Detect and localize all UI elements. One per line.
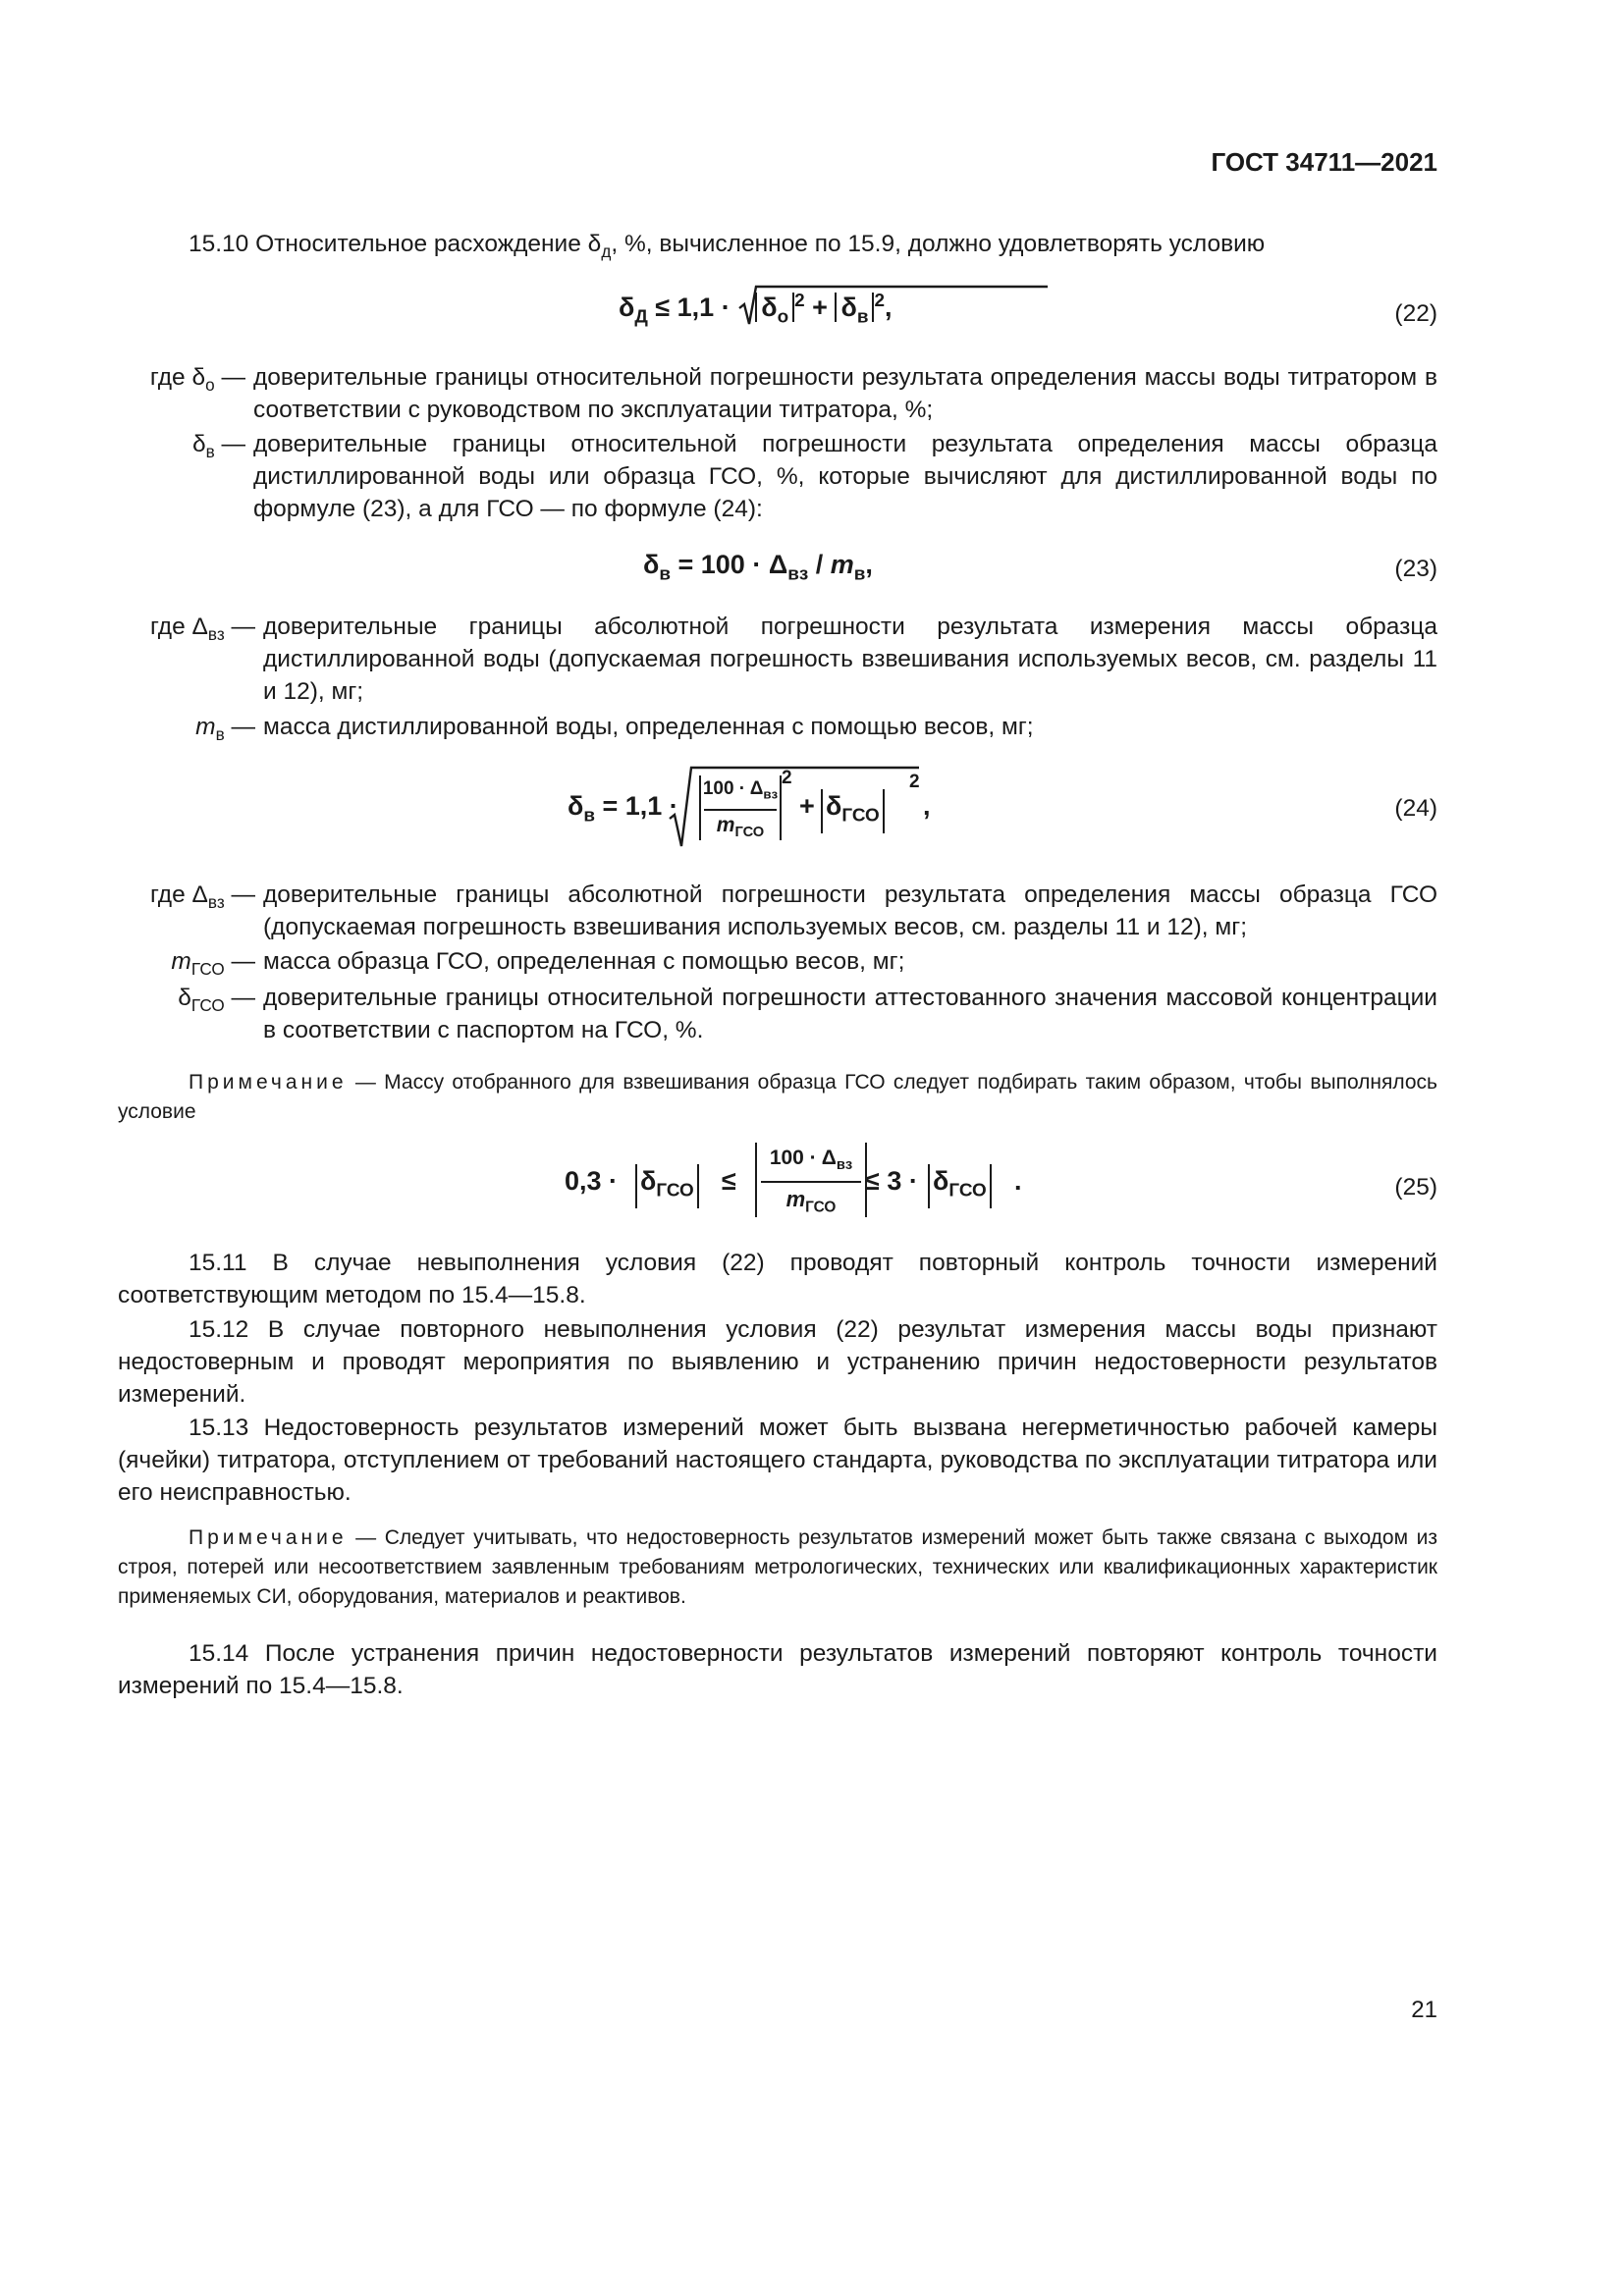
f24-num-sub: вз — [763, 786, 779, 802]
f22-b-sub: в — [856, 306, 869, 328]
f24-lhs: δ — [568, 791, 584, 821]
dash: — — [231, 948, 255, 975]
f25-abs-delta — [635, 1164, 699, 1208]
where-word: где — [149, 614, 192, 640]
where-word: где — [149, 364, 192, 391]
f25-num-text: 100 · Δ — [769, 1147, 837, 1169]
where-c-0-symbol — [118, 879, 255, 919]
sym: m — [195, 714, 216, 740]
f25-d: δ — [640, 1166, 657, 1196]
f23-d-sub: вз — [787, 563, 809, 585]
where-word: где — [149, 881, 192, 908]
f22-lhs: δ — [619, 293, 635, 322]
f23-m-sub: в — [853, 563, 866, 585]
f25-d-sub: ГСО — [656, 1180, 694, 1201]
f25-abs-fraction — [755, 1143, 867, 1217]
dash: — — [231, 985, 255, 1011]
f25-num — [757, 1143, 865, 1181]
where-a-0-symbol — [118, 361, 245, 401]
p15-10-text-b: , %, вычисленное по 15.9, должно удовлетворять условию — [611, 231, 1266, 257]
sym-sub: в — [205, 442, 215, 461]
sqrt-sign — [737, 283, 1052, 330]
note-1-label: Примечание — [189, 1071, 348, 1094]
sym-sub: вз — [207, 892, 225, 912]
note-2-text: — Следует учитывать, что недостоверность результатов измерений может быть также связана с выходом из строя, потерей или несоответствием заявленным требованиям метрологических, технических или квалификационных характеристик применяемых СИ, оборудования, материалов и реактивов. — [118, 1526, 1437, 1608]
note-2 — [118, 1523, 1437, 1612]
where-c-2-text: доверительные границы относительной погрешности аттестованного значения массовой концентрации в соответствии с паспортом на ГСО, %. — [263, 985, 1437, 1043]
f23-eq: = 100 · Δ — [671, 550, 788, 579]
f25-le2: ≤ 3 · — [865, 1166, 918, 1196]
p15-10-text-a: 15.10 Относительное расхождение δ — [189, 231, 602, 257]
formula-25-number: (25) — [1394, 1174, 1437, 1201]
note-2-label: Примечание — [189, 1526, 348, 1549]
f24-d-sub: ГСО — [841, 805, 880, 827]
f22-plus: + — [812, 293, 828, 322]
f23-div: / — [808, 550, 831, 579]
f25-den-sub: ГСО — [805, 1199, 837, 1216]
f22-exp-b: 2 — [874, 291, 885, 311]
sym-sub: о — [205, 375, 215, 395]
document-id: ГОСТ 34711—2021 — [1211, 147, 1437, 177]
sym: δ — [191, 364, 206, 391]
f24-tail: , — [923, 791, 931, 821]
f25-tail: . — [1014, 1166, 1022, 1196]
paragraph-15-11: 15.11 В случае невыполнения условия (22) проводят повторный контроль точности измерений соответствующим методом по 15.4—15.8. — [118, 1250, 1437, 1308]
where-a-1-text: доверительные границы относительной погрешности результата определения массы образца дистиллированной воды или образца ГСО, %, которые вычисляют для дистиллированной воды по формуле (23), а для ГСО — по формуле (24): — [253, 431, 1437, 522]
sym: m — [171, 948, 191, 975]
f24-exp: 2 — [782, 768, 792, 788]
where-c-1-text: масса образца ГСО, определенная с помощью весов, мг; — [263, 948, 905, 975]
f25-den — [757, 1183, 865, 1224]
sym-sub: ГСО — [190, 959, 225, 979]
f25-le1: ≤ — [722, 1166, 736, 1196]
p15-10-sub: д — [601, 241, 612, 261]
dash: — — [231, 714, 255, 740]
dash: — — [231, 881, 255, 908]
sym-sub: вз — [207, 624, 225, 644]
f25-abs-delta-2 — [928, 1164, 992, 1208]
dash: — — [221, 364, 245, 391]
formula-23 — [643, 550, 873, 586]
f25-d2-sub: ГСО — [948, 1180, 987, 1201]
f25-c1: 0,3 · — [565, 1166, 619, 1196]
where-c-0-text: доверительные границы абсолютной погрешности результата определения массы образца ГСО (допускаемая погрешность взвешивания используемых весов, см. разделы 11 и 12), мг; — [263, 881, 1437, 940]
formula-24-number: (24) — [1394, 795, 1437, 822]
where-c-2-symbol — [118, 982, 255, 1022]
note-1 — [118, 1068, 1437, 1127]
sym-sub: в — [215, 724, 225, 744]
page-number: 21 — [1411, 1997, 1437, 2023]
f24-exp2: 2 — [909, 772, 920, 792]
f22-expr: ≤ 1,1 · — [647, 293, 738, 322]
f23-lhs-sub: в — [659, 563, 671, 585]
sym-sub: ГСО — [190, 995, 225, 1015]
f25-num-sub: вз — [836, 1157, 853, 1174]
f24-abs-fraction — [699, 775, 782, 840]
where-b-1-text: масса дистиллированной воды, определенная с помощью весов, мг; — [263, 714, 1034, 740]
f24-d: δ — [826, 791, 842, 821]
f24-num-text: 100 · Δ — [702, 778, 764, 799]
note-1-text: — Массу отобранного для взвешивания образца ГСО следует подбирать таким образом, чтобы выполнялось условие — [118, 1071, 1437, 1123]
sym: Δ — [191, 881, 208, 908]
where-c-1-symbol — [118, 945, 255, 986]
paragraph-15-12: 15.12 В случае повторного невыполнения условия (22) результат измерения массы воды признают недостоверным и проводят мероприятия по выявлению и устранению причин недостоверности результатов измерений. — [118, 1316, 1437, 1408]
where-a-0-text: доверительные границы относительной погрешности результата определения массы воды титратором в соответствии с руководством по эксплуатации титратора, %; — [253, 364, 1437, 423]
f24-den-m: m — [716, 813, 735, 836]
formula-22-number: (22) — [1394, 300, 1437, 327]
f25-d2: δ — [933, 1166, 949, 1196]
dash: — — [221, 431, 245, 457]
paragraph-15-10 — [118, 228, 1437, 268]
paragraph-15-13: 15.13 Недостоверность результатов измерений может быть вызвана негерметичностью рабочей камеры (ячейки) титратора, отступлением от требований настоящего стандарта, руководства по эксплуатации титратора или его неисправностью. — [118, 1415, 1437, 1506]
f24-num — [701, 775, 780, 809]
f24-abs-delta — [821, 789, 885, 833]
f24-den-sub: ГСО — [734, 824, 765, 840]
sym: Δ — [191, 614, 208, 640]
where-b-0-symbol — [118, 611, 255, 651]
f22-lhs-sub: Д — [634, 306, 648, 328]
f22-root — [737, 291, 885, 329]
where-b-1-symbol — [118, 711, 255, 751]
f23-tail: , — [865, 550, 873, 579]
where-b-0-text: доверительные границы абсолютной погрешности результата измерения массы образца дистиллированной воды (допускаемая погрешность взвешивания используемых весов, см. разделы 11 и 12), мг; — [263, 614, 1437, 705]
sym: δ — [178, 985, 191, 1011]
f24-den — [701, 811, 780, 847]
dash: — — [231, 614, 255, 640]
formula-25 — [565, 1139, 1022, 1227]
f22-b: δ — [840, 293, 857, 322]
paragraph-15-14: 15.14 После устранения причин недостоверности результатов измерений повторяют контроль точности измерений по 15.4—15.8. — [118, 1640, 1437, 1699]
f24-plus: + — [799, 791, 815, 821]
f22-tail: , — [884, 293, 893, 322]
formula-22 — [619, 291, 892, 329]
sym: δ — [191, 431, 206, 457]
where-a-1-symbol — [118, 428, 245, 468]
f24-eq: = 1,1 · — [595, 791, 678, 821]
formula-24 — [568, 762, 960, 850]
f24-lhs-group — [568, 791, 678, 828]
f22-a-sub: о — [777, 306, 789, 328]
formula-23-number: (23) — [1394, 556, 1437, 582]
f22-exp-a: 2 — [794, 291, 805, 311]
f23-m: m — [830, 550, 854, 579]
f24-lhs-sub: в — [583, 805, 595, 827]
f25-den-m: m — [785, 1187, 806, 1212]
f22-a: δ — [761, 293, 778, 322]
f23-lhs: δ — [643, 550, 660, 579]
